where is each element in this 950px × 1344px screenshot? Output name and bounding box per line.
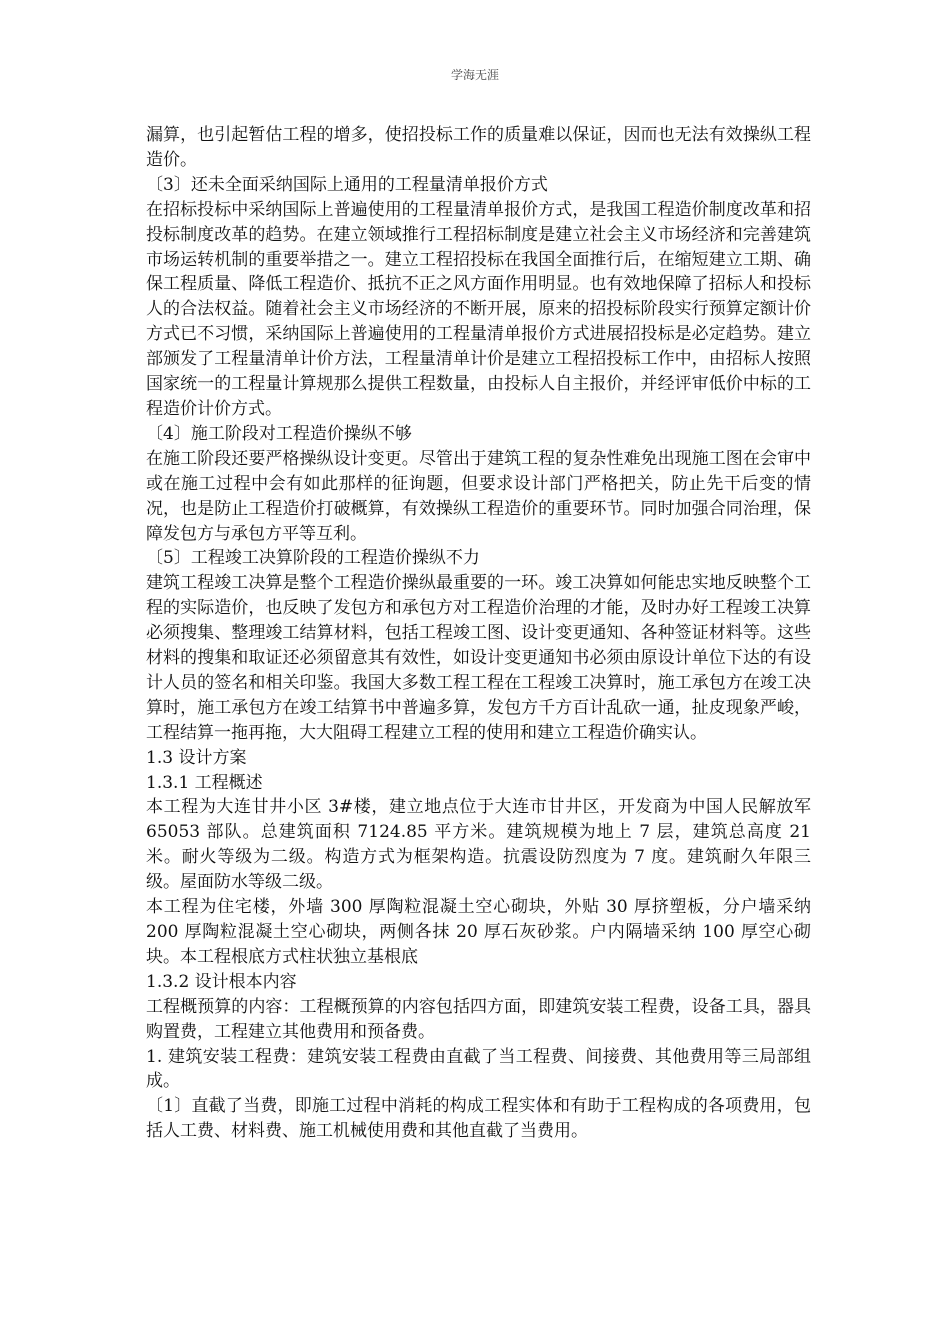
paragraph: 在招标投标中采纳国际上普遍使用的工程量清单报价方式，是我国工程造价制度改革和招投标制度改革的趋势。在建立领域推行工程招标制度是建立社会主义市场经济和完善建筑市场运转机制的重要举措之一。建立工程招投标在我国全面推行后，在缩短建立工期、确保工程质量、降低工程造价、抵抗不正之风方面作用明显。也有效地保障了招标人和投标人的合法权益。随着社会主义市场经济的不断开展，原来的招投标阶段实行预算定额计价方式已不习惯，采纳国际上普遍使用的工程量清单报价方式进展招投标是必定趋势。建立部颁发了工程量清单计价方法，工程量清单计价是建立工程招投标工作中，由招标人按照国家统一的工程量计算规那么提供工程数量，由投标人自主报价，并经评审低价中标的工程造价计价方式。 [146, 199, 811, 419]
page-header: 学海无涯 [450, 68, 499, 82]
subsection-heading: 1.3.1 工程概述 [146, 772, 263, 793]
paragraph: 建筑工程竣工决算是整个工程造价操纵最重要的一环。竣工决算如何能忠实地反映整个工程的实际造价，也反映了发包方和承包方对工程造价治理的才能，及时办好工程竣工决算必须搜集、整理竣工结算材料，包括工程竣工图、设计变更通知、各种签证材料等。这些材料的搜集和取证还必须留意其有效性，如设计变更通知书必须由原设计单位下达的有设计人员的签名和相关印鉴。我国大多数工程工程在工程竣工决算时，施工承包方在竣工决算时，施工承包方在竣工结算书中普遍多算，发包方千方百计乱砍一通，扯皮现象严峻，工程结算一拖再拖，大大阻碍工程建立工程的使用和建立工程造价确实认。 [146, 573, 811, 743]
section-heading: 〔3〕还未全面采纳国际上通用的工程量清单报价方式 [146, 174, 548, 195]
paragraph: 漏算，也引起暂估工程的增多，使招投标工作的质量难以保证，因而也无法有效操纵工程造价。 [146, 125, 811, 170]
section-heading: 〔4〕施工阶段对工程造价操纵不够 [146, 423, 412, 444]
paragraph: 1. 建筑安装工程费：建筑安装工程费由直截了当工程费、间接费、其他费用等三局部组成。 [146, 1046, 811, 1092]
section-heading: 〔5〕工程竣工决算阶段的工程造价操纵不力 [146, 548, 480, 569]
paragraph: 工程概预算的内容：工程概预算的内容包括四方面，即建筑安装工程费，设备工具，器具购置费，工程建立其他费用和预备费。 [146, 996, 811, 1042]
paragraph: 本工程为大连甘井小区 3#楼，建立地点位于大连市甘井区，开发商为中国人民解放军 65053 部队。总建筑面积 7124.85 平方米。建筑规模为地上 7 层，建筑总高度 21 米。耐火等级为二级。构造方式为框架构造。抗震设防烈度为 7 度。建筑耐久年限三级。屋面防水等级二级。 [146, 797, 811, 893]
paragraph: 本工程为住宅楼，外墙 300 厚陶粒混凝土空心砌块，外贴 30 厚挤塑板，分户墙采纳 200 厚陶粒混凝土空心砌块，两侧各抹 20 厚石灰砂浆。户内隔墙采纳 100 厚空心砌块。本工程根底方式柱状独立基根底 [146, 897, 811, 967]
document-body [146, 123, 811, 1144]
section-heading: 1.3 设计方案 [146, 747, 247, 768]
paragraph: 在施工阶段还要严格操纵设计变更。尽管出于建筑工程的复杂性难免出现施工图在会审中或在施工过程中会有如此那样的征询题，但要求设计部门严格把关，防止先干后变的情况，也是防止工程造价打破概算，有效操纵工程造价的重要环节。同时加强合同治理，保障发包方与承包方平等互利。 [146, 448, 811, 544]
paragraph: 〔1〕直截了当费，即施工过程中消耗的构成工程实体和有助于工程构成的各项费用，包括人工费、材料费、施工机械使用费和其他直截了当费用。 [146, 1096, 811, 1142]
subsection-heading: 1.3.2 设计根本内容 [146, 971, 297, 992]
